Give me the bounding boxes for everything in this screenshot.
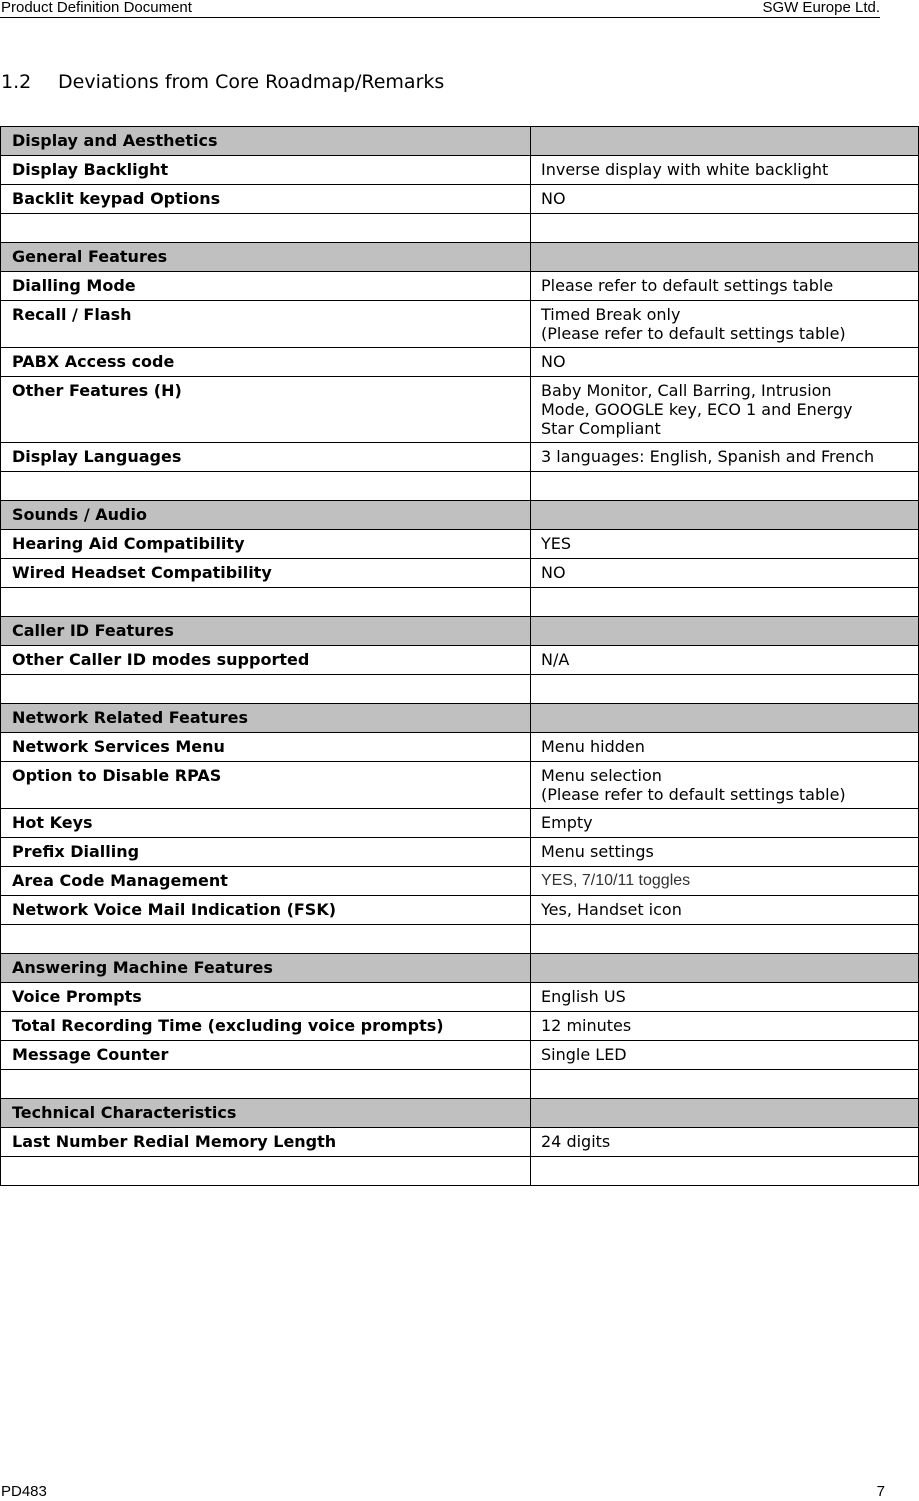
table-row <box>1 838 919 867</box>
feature-value-line: (Please refer to default settings table) <box>541 324 846 343</box>
feature-label-cell: Other Caller ID modes supported <box>1 646 531 675</box>
feature-label-cell <box>1 214 531 243</box>
section-label-cell: General Features <box>1 243 531 272</box>
section-heading <box>1 68 444 96</box>
table-section-row <box>1 243 919 272</box>
spec-table <box>0 126 919 1186</box>
table-spacer-row <box>1 1070 919 1099</box>
table-row <box>1 1128 919 1157</box>
feature-label-cell: Last Number Redial Memory Length <box>1 1128 531 1157</box>
table-spacer-row <box>1 1157 919 1186</box>
feature-label-cell: Recall / Flash <box>1 301 531 348</box>
feature-value-cell <box>531 983 919 1012</box>
feature-value-cell <box>531 443 919 472</box>
feature-value-cell <box>531 838 919 867</box>
table-spacer-row <box>1 925 919 954</box>
feature-value-line: Empty <box>541 813 593 832</box>
feature-label-cell: Dialling Mode <box>1 272 531 301</box>
feature-value-cell <box>531 733 919 762</box>
feature-value-cell <box>531 675 919 704</box>
feature-value-cell <box>531 1128 919 1157</box>
table-section-row <box>1 704 919 733</box>
feature-value-line: NO <box>541 189 566 208</box>
feature-value-cell <box>531 1070 919 1099</box>
feature-label-cell: Network Services Menu <box>1 733 531 762</box>
feature-value-line: Please refer to default settings table <box>541 276 834 295</box>
footer-document-id: PD483 <box>1 1483 47 1500</box>
feature-value-cell <box>531 377 919 443</box>
feature-label-cell: Hearing Aid Compatibility <box>1 530 531 559</box>
feature-value-line: Single LED <box>541 1045 627 1064</box>
feature-value-cell <box>531 646 919 675</box>
feature-value-line: Menu settings <box>541 842 654 861</box>
feature-value-line: Menu selection <box>541 766 662 785</box>
feature-value-cell <box>531 762 919 809</box>
table-row <box>1 867 919 896</box>
feature-label-cell <box>1 675 531 704</box>
feature-label-cell: Display Languages <box>1 443 531 472</box>
table-spacer-row <box>1 588 919 617</box>
section-value-cell <box>531 127 919 156</box>
table-row <box>1 377 919 443</box>
feature-label-cell <box>1 925 531 954</box>
table-row <box>1 443 919 472</box>
feature-value-cell <box>531 588 919 617</box>
header-document-title: Product Definition Document <box>1 0 192 16</box>
feature-value-line: Mode, GOOGLE key, ECO 1 and Energy <box>541 400 853 419</box>
feature-label-cell: Hot Keys <box>1 809 531 838</box>
feature-label-cell: Network Voice Mail Indication (FSK) <box>1 896 531 925</box>
feature-value-cell <box>531 896 919 925</box>
feature-value-line: Baby Monitor, Call Barring, Intrusion <box>541 381 832 400</box>
feature-label-cell: Message Counter <box>1 1041 531 1070</box>
spec-table-body <box>1 127 919 1186</box>
feature-label-cell <box>1 1157 531 1186</box>
feature-value-cell <box>531 867 919 896</box>
section-title: Deviations from Core Roadmap/Remarks <box>58 71 445 93</box>
feature-label-cell: Other Features (H) <box>1 377 531 443</box>
page-header <box>0 0 880 18</box>
feature-value-cell <box>531 472 919 501</box>
feature-value-line: NO <box>541 352 566 371</box>
table-row <box>1 185 919 214</box>
table-row <box>1 896 919 925</box>
section-label-cell: Caller ID Features <box>1 617 531 646</box>
table-row <box>1 156 919 185</box>
feature-value-line: 3 languages: English, Spanish and French <box>541 447 875 466</box>
feature-value-cell <box>531 1012 919 1041</box>
feature-value-cell <box>531 214 919 243</box>
feature-value-line: 12 minutes <box>541 1016 632 1035</box>
table-row <box>1 1012 919 1041</box>
feature-label-cell: PABX Access code <box>1 348 531 377</box>
feature-value-line: 24 digits <box>541 1132 611 1151</box>
table-row <box>1 301 919 348</box>
feature-value-cell <box>531 559 919 588</box>
table-row <box>1 559 919 588</box>
section-label-cell: Technical Characteristics <box>1 1099 531 1128</box>
feature-value-line: NO <box>541 563 566 582</box>
table-section-row <box>1 1099 919 1128</box>
table-section-row <box>1 501 919 530</box>
section-value-cell <box>531 617 919 646</box>
feature-label-cell: Wired Headset Compatibility <box>1 559 531 588</box>
feature-value-cell <box>531 185 919 214</box>
feature-label-cell: Backlit keypad Options <box>1 185 531 214</box>
feature-value-cell <box>531 1041 919 1070</box>
feature-value-cell <box>531 156 919 185</box>
feature-value-line: N/A <box>541 650 570 669</box>
feature-value-cell <box>531 925 919 954</box>
table-row <box>1 646 919 675</box>
feature-label-cell: Option to Disable RPAS <box>1 762 531 809</box>
table-row <box>1 530 919 559</box>
feature-value-line: English US <box>541 987 626 1006</box>
table-row <box>1 1041 919 1070</box>
table-row <box>1 983 919 1012</box>
section-label-cell: Sounds / Audio <box>1 501 531 530</box>
feature-value-cell <box>531 530 919 559</box>
feature-value-cell <box>531 272 919 301</box>
feature-label-cell <box>1 472 531 501</box>
feature-label-cell: Prefix Dialling <box>1 838 531 867</box>
table-spacer-row <box>1 675 919 704</box>
table-spacer-row <box>1 472 919 501</box>
feature-value-line: (Please refer to default settings table) <box>541 785 846 804</box>
feature-value-cell <box>531 1157 919 1186</box>
feature-label-cell: Display Backlight <box>1 156 531 185</box>
section-value-cell <box>531 1099 919 1128</box>
table-section-row <box>1 617 919 646</box>
feature-label-cell <box>1 588 531 617</box>
table-section-row <box>1 127 919 156</box>
header-company-name: SGW Europe Ltd. <box>762 0 880 16</box>
feature-label-cell: Total Recording Time (excluding voice prompts) <box>1 1012 531 1041</box>
page-number: 7 <box>876 1483 885 1500</box>
section-value-cell <box>531 501 919 530</box>
feature-label-cell <box>1 1070 531 1099</box>
feature-value-line: Inverse display with white backlight <box>541 160 829 179</box>
section-number: 1.2 <box>1 71 32 93</box>
table-row <box>1 762 919 809</box>
feature-value-cell <box>531 809 919 838</box>
section-value-cell <box>531 704 919 733</box>
section-value-cell <box>531 954 919 983</box>
table-spacer-row <box>1 214 919 243</box>
feature-label-cell: Area Code Management <box>1 867 531 896</box>
feature-value-line: Yes, Handset icon <box>541 900 682 919</box>
section-label-cell: Network Related Features <box>1 704 531 733</box>
table-section-row <box>1 954 919 983</box>
feature-value-line: YES <box>541 534 572 553</box>
table-row <box>1 272 919 301</box>
section-label-cell: Answering Machine Features <box>1 954 531 983</box>
section-label-cell: Display and Aesthetics <box>1 127 531 156</box>
feature-value-line: YES, 7/10/11 toggles <box>541 872 691 889</box>
section-value-cell <box>531 243 919 272</box>
table-row <box>1 809 919 838</box>
feature-label-cell: Voice Prompts <box>1 983 531 1012</box>
feature-value-cell <box>531 348 919 377</box>
feature-value-line: Timed Break only <box>541 305 681 324</box>
page-footer <box>0 1482 919 1501</box>
feature-value-cell <box>531 301 919 348</box>
table-row <box>1 348 919 377</box>
table-row <box>1 733 919 762</box>
feature-value-line: Menu hidden <box>541 737 645 756</box>
feature-value-line: Star Compliant <box>541 419 661 438</box>
